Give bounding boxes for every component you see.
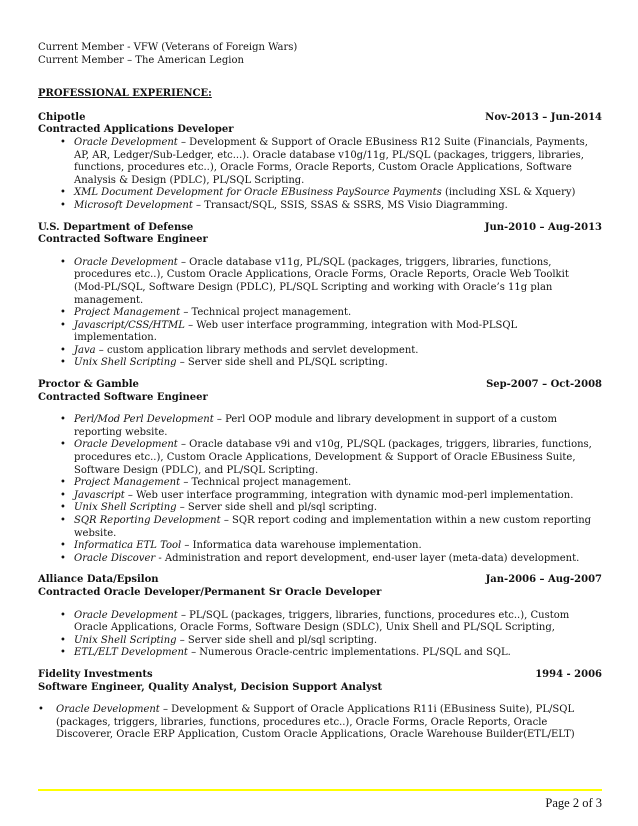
bullet-item [38, 320, 602, 345]
job-entry [38, 112, 602, 213]
skill-label: Oracle Development [74, 256, 178, 268]
bullet-list [38, 704, 602, 742]
skill-description: – Technical project management. [180, 307, 352, 319]
job-header [38, 574, 602, 587]
bullet-item [38, 704, 602, 742]
skill-description: – SQR report coding and implementation within a new custom reporting [220, 515, 592, 526]
bullet-icon: • [60, 187, 66, 199]
skill-description: Analysis & Design (PDLC), PL/SQL Scripting. [74, 174, 305, 186]
skill-label: Unix Shell Scripting [74, 634, 177, 646]
bullet-list [38, 414, 602, 565]
bullet-icon: • [60, 634, 66, 646]
bullet-icon: • [60, 552, 66, 564]
bullet-item [38, 137, 602, 187]
page-content [38, 42, 602, 742]
skill-label: Javascript/CSS/HTML [74, 319, 185, 331]
skill-description: (packages, triggers, libraries, functions, procedures etc..), Oracle Forms, Oracle Reports, Oracle [56, 716, 548, 728]
skill-label: Project Management [74, 477, 181, 489]
membership-line: Current Member - VFW (Veterans of Foreign Wars) [38, 42, 298, 53]
bullet-item [38, 610, 602, 635]
spacer [38, 694, 602, 704]
job-dates: Nov-2013 – Jun-2014 [485, 111, 602, 123]
bullet-item [38, 357, 602, 370]
skill-description: – Oracle database v11g, PL/SQL (packages, triggers, libraries, functions, [177, 256, 552, 268]
skill-label: Informatica ETL Tool [74, 540, 182, 552]
bullet-item [38, 200, 602, 213]
skill-label: Unix Shell Scripting [74, 357, 177, 369]
bullet-item [38, 553, 602, 566]
skill-label: Javascript [74, 489, 125, 501]
bullet-icon: • [60, 477, 66, 489]
company-name: Chipotle [38, 111, 86, 123]
skill-description: implementation. [74, 332, 157, 344]
bullet-icon: • [60, 136, 66, 148]
skill-description: – Informatica data warehouse implementation. [181, 540, 422, 552]
skill-description: – PL/SQL (packages, triggers, libraries, functions, procedures etc..), Custom [177, 609, 570, 621]
bullet-item [38, 540, 602, 553]
job-dates: Jun-2010 – Aug-2013 [484, 221, 602, 233]
skill-description: – Server side shell and pl/sql scripting. [176, 634, 378, 646]
bullet-item [38, 490, 602, 503]
skill-label: Oracle Development [56, 704, 160, 716]
company-name: Proctor & Gamble [38, 379, 139, 391]
skill-description: – Perl OOP module and library development in support of a custom [213, 414, 557, 426]
job-entry [38, 669, 602, 742]
skill-label: Oracle Development [74, 609, 178, 621]
bullet-icon: • [60, 489, 66, 501]
bullet-item [38, 257, 602, 307]
bullet-item [38, 414, 602, 439]
job-title: Contracted Software Engineer [38, 234, 208, 246]
skill-description: – Server side shell and pl/sql scripting. [176, 502, 378, 514]
skill-description: – custom application library methods and servlet development. [95, 344, 419, 356]
skill-description: – Oracle database v9i and v10g, PL/SQL (packages, triggers, libraries, functions, [177, 439, 592, 451]
bullet-item [38, 439, 602, 477]
skill-label: XML Document Development for Oracle EBusiness PaySource Payments [74, 187, 442, 199]
job-entry [38, 379, 602, 565]
bullet-item [38, 647, 602, 660]
bullet-icon: • [60, 256, 66, 268]
bullet-icon: • [60, 319, 66, 331]
skill-description: (Mod-PL/SQL, Software Design (PDLC), PL/SQL Scripting and working with Oracle’s 11g plan [74, 281, 553, 293]
skill-label: Java [74, 344, 96, 356]
job-header [38, 379, 602, 392]
bullet-item [38, 502, 602, 515]
bullet-icon: • [60, 515, 66, 526]
skill-label: Project Management [74, 307, 181, 319]
bullet-list [38, 610, 602, 660]
skill-description: Oracle Applications, Oracle Forms, Software Design (SDLC), Unix Shell and PL/SQL Scripting, [74, 622, 555, 634]
membership-line: Current Member – The American Legion [38, 54, 244, 66]
job-entry [38, 574, 602, 660]
job-entry [38, 222, 602, 371]
job-title: Contracted Software Engineer [38, 391, 208, 403]
bullet-icon: • [60, 199, 66, 211]
job-dates: Jan-2006 – Aug-2007 [485, 574, 602, 586]
spacer [38, 600, 602, 610]
job-header [38, 222, 602, 235]
bullet-icon: • [60, 414, 66, 426]
skill-description: – Server side shell and PL/SQL scripting. [176, 357, 388, 369]
bullet-icon: • [60, 307, 66, 319]
skill-description: – Technical project management. [180, 477, 352, 489]
skill-description: – Transact/SQL, SSIS, SSAS & SSRS, MS Visio Diagramming. [192, 199, 508, 211]
job-dates: Sep-2007 – Oct-2008 [486, 379, 602, 391]
skill-label: Microsoft Development [74, 199, 193, 211]
bullet-item [38, 307, 602, 320]
bullet-item [38, 345, 602, 358]
skill-label: Oracle Development [74, 136, 178, 148]
section-heading: PROFESSIONAL EXPERIENCE: [38, 88, 212, 100]
skill-label: Oracle Discover [74, 552, 156, 564]
bullet-icon: • [60, 502, 66, 514]
job-title: Contracted Oracle Developer/Permanent Sr Oracle Developer [38, 586, 382, 598]
skill-label: SQR Reporting Development [74, 515, 221, 526]
bullet-icon: • [60, 609, 66, 621]
bullet-list [38, 137, 602, 213]
job-header [38, 112, 602, 125]
skill-description: – Web user interface programming, integration with Mod-PLSQL [184, 319, 518, 331]
skill-description: – Development & Support of Oracle Applications R11i (EBusiness Suite), PL/SQL [159, 704, 575, 716]
skill-label: Perl/Mod Perl Development [74, 414, 214, 426]
skill-description: Software Design (PDLC), and PL/SQL Scripting. [74, 464, 319, 476]
skill-description: functions, procedures etc..), Oracle Forms, Oracle Reports, Custom Oracle Applications, Software [74, 162, 572, 174]
bullet-item [38, 187, 602, 200]
skill-description: reporting website. [74, 426, 168, 438]
bullet-icon: • [38, 704, 44, 716]
company-name: U.S. Department of Defense [38, 221, 194, 233]
bullet-icon: • [60, 647, 66, 659]
spacer [38, 404, 602, 414]
bullet-icon: • [60, 540, 66, 552]
skill-description: (including XSL & Xquery) [441, 187, 576, 199]
bullet-icon: • [60, 439, 66, 451]
bullet-item [38, 477, 602, 490]
skill-label: ETL/ELT Development [74, 647, 188, 659]
bullet-list [38, 257, 602, 370]
job-title: Software Engineer, Quality Analyst, Decision Support Analyst [38, 681, 383, 693]
skill-description: – Development & Support of Oracle EBusiness R12 Suite (Financials, Payments, [177, 136, 588, 148]
bullet-icon: • [60, 357, 66, 369]
skill-label: Oracle Development [74, 439, 178, 451]
company-name: Alliance Data/Epsilon [38, 574, 159, 586]
skill-label: Unix Shell Scripting [74, 502, 177, 514]
spacer [38, 247, 602, 257]
skill-description: – Web user interface programming, integration with dynamic mod-perl implementation. [124, 489, 574, 501]
skill-description: website. [74, 527, 117, 539]
skill-description: - Administration and report development, end-user layer (meta-data) development. [155, 552, 580, 564]
skill-description: procedures etc..), Custom Oracle Applications, Oracle Forms, Oracle Reports, Oracle Web Toolkit [74, 269, 569, 281]
bullet-item [38, 515, 602, 540]
skill-description: procedures etc..), Custom Oracle Applications, Development & Support of Oracle EBusiness Suite, [74, 452, 576, 464]
footer-rule [38, 789, 602, 791]
bullet-icon: • [60, 344, 66, 356]
job-title: Contracted Applications Developer [38, 124, 234, 136]
company-name: Fidelity Investments [38, 668, 153, 680]
skill-description: – Numerous Oracle-centric implementations. PL/SQL and SQL. [187, 647, 511, 659]
page-number: Page 2 of 3 [545, 796, 602, 810]
bullet-item [38, 635, 602, 648]
job-dates: 1994 - 2006 [535, 668, 602, 680]
job-list [38, 112, 602, 742]
job-header [38, 669, 602, 682]
skill-description: Discoverer, Oracle ERP Application, Custom Oracle Applications, Oracle Warehouse Builder(ETL/ELT) [56, 729, 575, 741]
skill-description: AP, AR, Ledger/Sub-Ledger, etc...). Oracle database v10g/11g, PL/SQL (packages, triggers, libraries, [74, 149, 584, 161]
skill-description: management. [74, 294, 144, 306]
